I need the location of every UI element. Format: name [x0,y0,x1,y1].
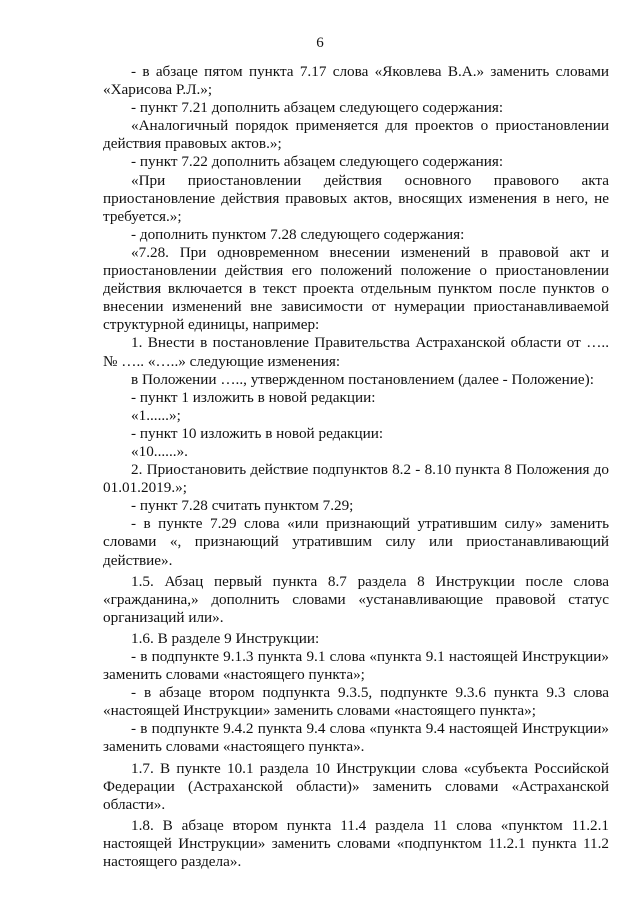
paragraph: в Положении ….., утвержденном постановлением (далее - Положение): [131,370,594,388]
paragraph: «7.28. При одновременном внесении изменений в правовой акт и приостановлении действия его положений положение о приостановлении действия включается в текст проекта отдельным пунктом после пунктов о внесении изменений вне зависимости от нумерации приостанавливаемой структурной единицы, например: [103,243,609,334]
paragraph: - пункт 7.21 дополнить абзацем следующего содержания: [131,99,504,117]
paragraph: - в абзаце пятом пункта 7.17 слова «Яковлева В.А.» заменить словами «Харисова Р.Л.»; [103,63,609,99]
paragraph: 1.5. Абзац первый пункта 8.7 раздела 8 Инструкции после слова «гражданина,» дополнить словами «устанавливающие правовой статус организаций или». [103,572,609,626]
paragraph: - в подпункте 9.4.2 пункта 9.4 слова «пункта 9.4 настоящей Инструкции» заменить словами «настоящего пункта». [103,720,609,756]
paragraph: - пункт 10 изложить в новой редакции: [131,424,384,442]
paragraph: 1.6. В разделе 9 Инструкции: [131,629,320,647]
paragraph: - пункт 7.28 считать пунктом 7.29; [131,497,354,515]
paragraph: - в пункте 7.29 слова «или признающий утратившим силу» заменить словами «, признающий утратившим силу или приостанавливающий действие». [103,515,609,569]
document-body [103,63,609,871]
paragraph: «1......»; [131,406,181,424]
paragraph: 2. Приостановить действие подпунктов 8.2 - 8.10 пункта 8 Положения до 01.01.2019.»; [103,461,609,497]
paragraph: 1.8. В абзаце втором пункта 11.4 раздела 11 слова «пунктом 11.2.1 настоящей Инструкции» заменить словами «подпунктом 11.2.1 пункта 11.2 настоящего раздела». [103,816,609,871]
paragraph: - пункт 7.22 дополнить абзацем следующего содержания: [131,153,504,171]
paragraph: «При приостановлении действия основного правового акта приостановление действия правовых актов, вносящих изменения в него, не требуется.»; [103,171,609,225]
paragraph: «Аналогичный порядок применяется для проектов о приостановлении действия правовых актов.»; [103,117,609,153]
paragraph: - пункт 1 изложить в новой редакции: [131,388,376,406]
paragraph: «10......». [131,442,188,460]
page-number: 6 [316,35,324,51]
paragraph: - дополнить пунктом 7.28 следующего содержания: [131,225,465,243]
paragraph: 1. Внести в постановление Правительства Астраханской области от ….. № ….. «…..» следующие изменения: [103,334,609,370]
paragraph: - в подпункте 9.1.3 пункта 9.1 слова «пункта 9.1 настоящей Инструкции» заменить словами «настоящего пункта»; [103,648,609,684]
paragraph: 1.7. В пункте 10.1 раздела 10 Инструкции слова «субъекта Российской Федерации (Астраханской области)» заменить словами «Астраханской области». [103,759,609,813]
paragraph: - в абзаце втором подпункта 9.3.5, подпункте 9.3.6 пункта 9.3 слова «настоящей Инструкции» заменить словами «настоящего пункта»; [103,684,609,720]
